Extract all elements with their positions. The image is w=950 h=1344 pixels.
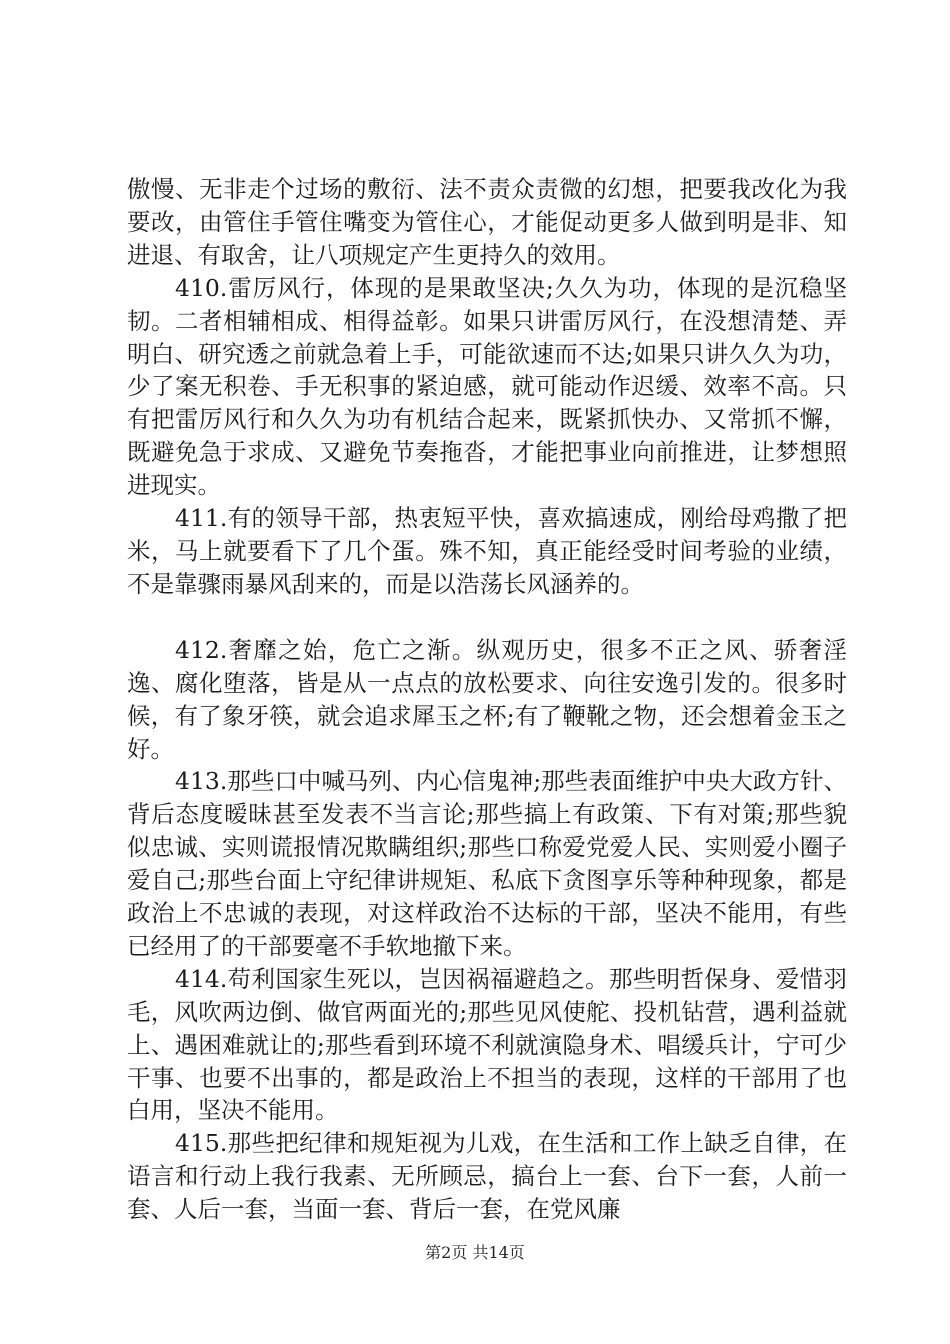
paragraph-412: 412.奢靡之始，危亡之渐。纵观历史，很多不正之风、骄奢淫逸、腐化堕落，皆是从一点点的放松要求、向往安逸引发的。很多时候，有了象牙筷，就会追求犀玉之杯;有了鞭靴之物，还会想着金玉之好。	[127, 635, 847, 763]
document-body	[127, 173, 847, 1226]
paragraph-411: 411.有的领导干部，热衷短平快，喜欢搞速成，刚给母鸡撒了把米，马上就要看下了几个蛋。殊不知，真正能经受时间考验的业绩，不是靠骤雨暴风刮来的，而是以浩荡长风涵养的。	[127, 504, 847, 598]
paragraph-413: 413.那些口中喊马列、内心信鬼神;那些表面维护中央大政方针、背后态度暧昧甚至发表不当言论;那些搞上有政策、下有对策;那些貌似忠诚、实则谎报情况欺瞒组织;那些口称爱党爱人民、实则爱小圈子爱自己;那些台面上守纪律讲规矩、私底下贪图享乐等种种现象，都是政治上不忠诚的表现，对这样政治不达标的干部，坚决不能用，有些已经用了的干部要毫不手软地撤下来。	[127, 767, 847, 960]
paragraph-continuation: 傲慢、无非走个过场的敷衍、法不责众责微的幻想，把要我改化为我要改，由管住手管住嘴变为管住心，才能促动更多人做到明是非、知进退、有取舍，让八项规定产生更持久的效用。	[127, 175, 847, 269]
paragraph-415: 415.那些把纪律和规矩视为儿戏，在生活和工作上缺乏自律，在语言和行动上我行我素、无所顾忌，搞台上一套、台下一套，人前一套、人后一套，当面一套、背后一套，在党风廉	[127, 1129, 847, 1224]
page-number-footer: 第2页 共14页	[425, 1243, 525, 1262]
paragraph-spacer	[127, 601, 847, 634]
paragraph-414: 414.苟利国家生死以，岂因祸福避趋之。那些明哲保身、爱惜羽毛，风吹两边倒、做官两面光的;那些见风使舵、投机钻营，遇利益就上、遇困难就让的;那些看到环境不利就演隐身术、唱缓兵计，宁可少干事、也要不出事的，都是政治上不担当的表现，这样的干部用了也白用，坚决不能用。	[127, 964, 847, 1125]
paragraph-410: 410.雷厉风行，体现的是果敢坚决;久久为功，体现的是沉稳坚韧。二者相辅相成、相得益彰。如果只讲雷厉风行，在没想清楚、弄明白、研究透之前就急着上手，可能欲速而不达;如果只讲久久为功，少了案无积卷、手无积事的紧迫感，就可能动作迟缓、效率不高。只有把雷厉风行和久久为功有机结合起来，既紧抓快办、又常抓不懈，既避免急于求成、又避免节奏拖沓，才能把事业向前推进，让梦想照进现实。	[127, 273, 847, 500]
